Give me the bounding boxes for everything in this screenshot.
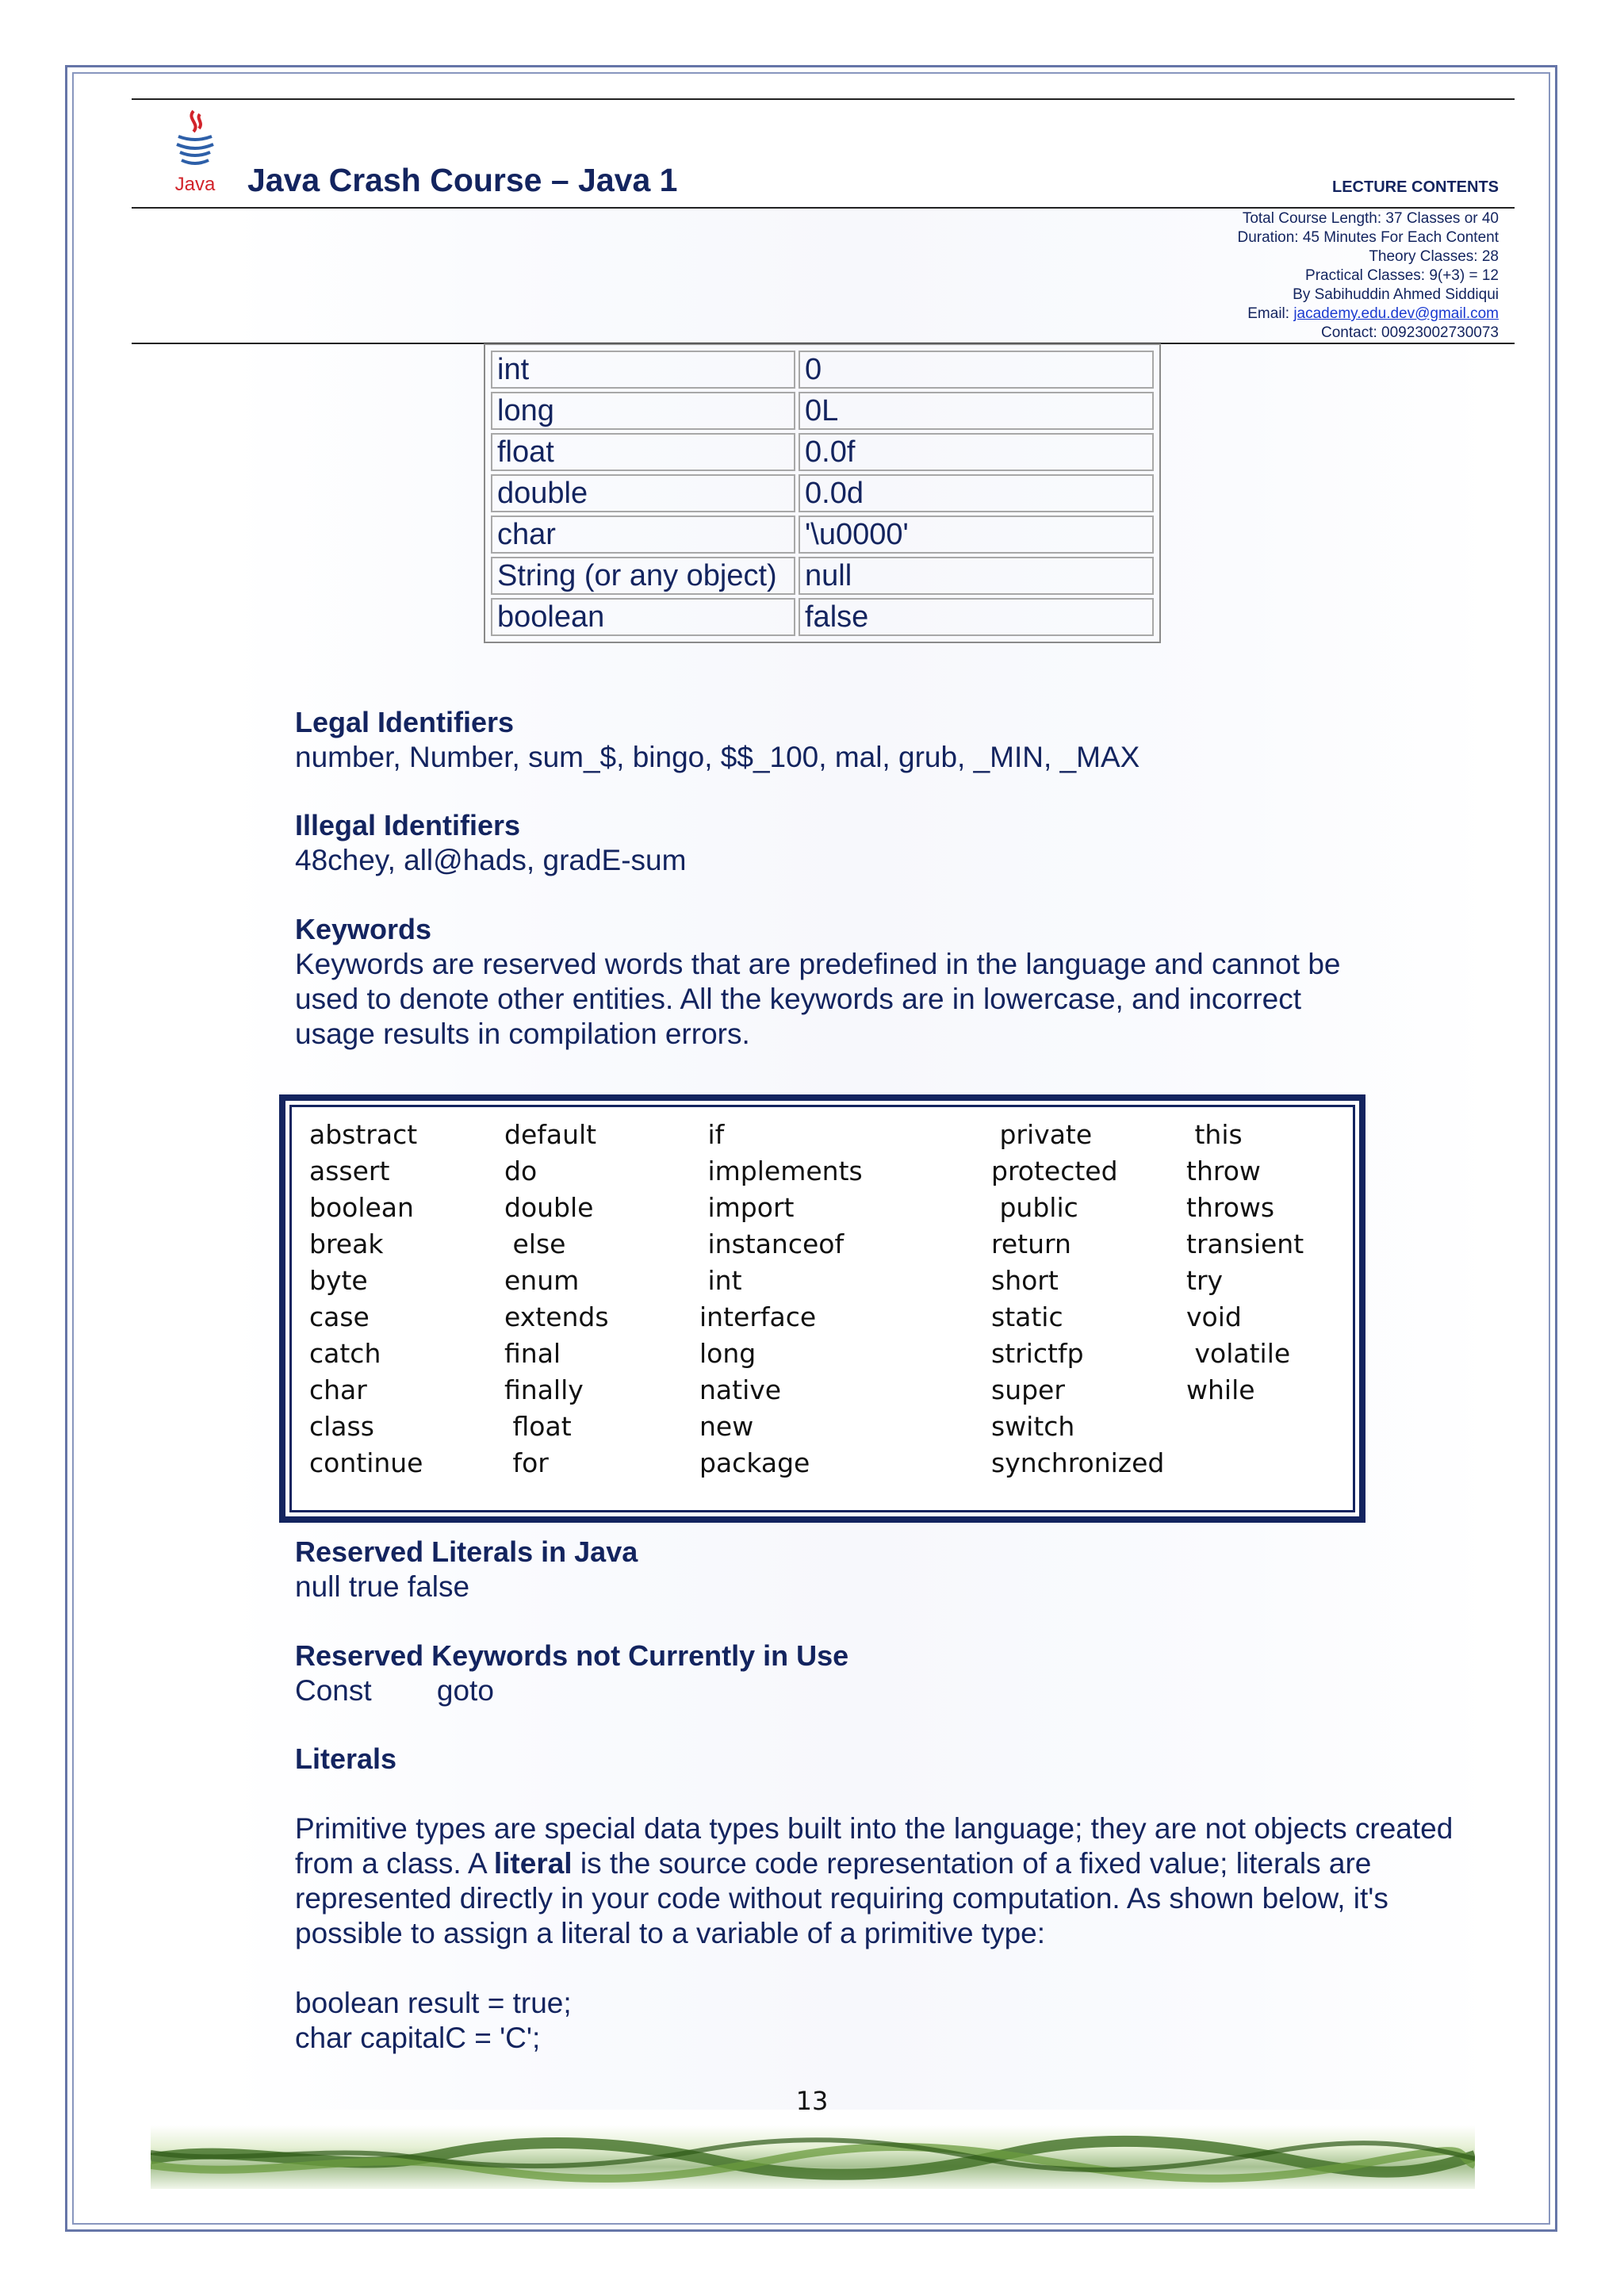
keyword: implements bbox=[699, 1156, 863, 1186]
keyword: do bbox=[504, 1156, 538, 1186]
keyword: int bbox=[699, 1265, 742, 1296]
lecture-contents-label: LECTURE CONTENTS bbox=[1332, 178, 1499, 196]
info-email-line bbox=[1237, 305, 1499, 324]
default-values-table bbox=[484, 343, 1161, 643]
keyword: super bbox=[991, 1374, 1065, 1405]
code-line: char capitalC = 'C'; bbox=[295, 2022, 541, 2054]
keyword: private bbox=[991, 1119, 1093, 1150]
keyword: while bbox=[1186, 1374, 1255, 1405]
keywords-section bbox=[295, 912, 1340, 1052]
type-cell: long bbox=[491, 392, 795, 430]
keyword: final bbox=[504, 1338, 561, 1369]
type-cell: float bbox=[491, 433, 795, 471]
text-run: is the source code representation of a fixed value; literals are bbox=[572, 1847, 1372, 1880]
keyword: else bbox=[504, 1228, 566, 1259]
keyword: enum bbox=[504, 1265, 580, 1296]
logo-text: Java bbox=[174, 174, 216, 195]
keyword-column bbox=[1186, 1117, 1304, 1409]
email-link[interactable]: jacademy.edu.dev@gmail.com bbox=[1293, 305, 1499, 322]
keyword: boolean bbox=[309, 1192, 414, 1223]
literals-paragraph-line bbox=[295, 1846, 1453, 1881]
garland-footer-decoration bbox=[151, 2110, 1475, 2197]
keyword: this bbox=[1186, 1119, 1243, 1150]
type-cell: boolean bbox=[491, 598, 795, 636]
type-cell: char bbox=[491, 516, 795, 554]
info-course-length: Total Course Length: 37 Classes or 40 bbox=[1242, 210, 1499, 227]
header-divider bbox=[132, 207, 1515, 209]
keyword: char bbox=[309, 1374, 367, 1405]
literals-paragraph-line: represented directly in your code without requiring computation. As shown below, it's bbox=[295, 1882, 1388, 1915]
page-header bbox=[132, 98, 1515, 344]
keywords-grid bbox=[289, 1105, 1355, 1512]
info-duration: Duration: 45 Minutes For Each Content bbox=[1237, 229, 1499, 246]
keyword: switch bbox=[991, 1411, 1075, 1442]
keyword: strictfp bbox=[991, 1338, 1084, 1369]
java-logo bbox=[167, 108, 223, 195]
table-row bbox=[491, 557, 1154, 595]
info-contact: Contact: 00923002730073 bbox=[1321, 324, 1499, 341]
literals-paragraph-line: possible to assign a literal to a variable of a primitive type: bbox=[295, 1917, 1046, 1949]
keyword: default bbox=[504, 1119, 597, 1150]
keyword: assert bbox=[309, 1156, 390, 1186]
table-row bbox=[491, 351, 1154, 389]
value-cell: 0.0f bbox=[799, 433, 1154, 471]
keyword: import bbox=[699, 1192, 795, 1223]
keyword: interface bbox=[699, 1301, 817, 1332]
keyword: synchronized bbox=[991, 1447, 1165, 1478]
keyword: for bbox=[504, 1447, 549, 1478]
value-cell: 0 bbox=[799, 351, 1154, 389]
keyword: if bbox=[699, 1119, 725, 1150]
email-label: Email: bbox=[1247, 305, 1294, 322]
info-practical: Practical Classes: 9(+3) = 12 bbox=[1305, 267, 1499, 284]
keyword: long bbox=[699, 1338, 756, 1369]
literals-section bbox=[295, 1742, 1453, 2056]
text-run: from a class. A bbox=[295, 1847, 494, 1880]
keyword: continue bbox=[309, 1447, 423, 1478]
keyword: void bbox=[1186, 1301, 1242, 1332]
keywords-desc-line: used to denote other entities. All the keywords are in lowercase, and incorrect bbox=[295, 983, 1301, 1015]
illegal-identifiers-text: 48chey, all@hads, gradE-sum bbox=[295, 844, 687, 876]
page-number: 13 bbox=[795, 2086, 829, 2116]
literals-heading: Literals bbox=[295, 1742, 397, 1775]
keyword-column bbox=[991, 1117, 1164, 1481]
value-cell: false bbox=[799, 598, 1154, 636]
keyword: volatile bbox=[1186, 1338, 1291, 1369]
keyword: class bbox=[309, 1411, 374, 1442]
keyword: double bbox=[504, 1192, 594, 1223]
reserved-unused-heading: Reserved Keywords not Currently in Use bbox=[295, 1639, 849, 1672]
keyword: extends bbox=[504, 1301, 609, 1332]
keyword: instanceof bbox=[699, 1228, 845, 1259]
keyword: float bbox=[504, 1411, 572, 1442]
illegal-identifiers-section bbox=[295, 808, 686, 878]
keyword: transient bbox=[1186, 1228, 1304, 1259]
type-cell: double bbox=[491, 474, 795, 512]
keywords-box bbox=[279, 1094, 1365, 1523]
keyword: native bbox=[699, 1374, 782, 1405]
info-theory: Theory Classes: 28 bbox=[1369, 248, 1499, 265]
keyword: break bbox=[309, 1228, 384, 1259]
legal-identifiers-text: number, Number, sum_$, bingo, $$_100, mal, grub, _MIN, _MAX bbox=[295, 741, 1140, 773]
table-row bbox=[491, 433, 1154, 471]
table-row bbox=[491, 474, 1154, 512]
keyword: throw bbox=[1186, 1156, 1261, 1186]
keyword: protected bbox=[991, 1156, 1118, 1186]
literal-term: literal bbox=[493, 1847, 573, 1880]
keyword: static bbox=[991, 1301, 1063, 1332]
info-author: By Sabihuddin Ahmed Siddiqui bbox=[1293, 286, 1499, 303]
keyword: public bbox=[991, 1192, 1078, 1223]
keyword: abstract bbox=[309, 1119, 418, 1150]
type-cell: String (or any object) bbox=[491, 557, 795, 595]
value-cell: 0.0d bbox=[799, 474, 1154, 512]
keyword: short bbox=[991, 1265, 1059, 1296]
course-info bbox=[1237, 209, 1499, 343]
table-row bbox=[491, 516, 1154, 554]
reserved-literals-heading: Reserved Literals in Java bbox=[295, 1535, 638, 1568]
keyword: byte bbox=[309, 1265, 368, 1296]
code-line: boolean result = true; bbox=[295, 1987, 572, 2019]
reserved-literals-text: null true false bbox=[295, 1570, 470, 1603]
value-cell: null bbox=[799, 557, 1154, 595]
keyword: package bbox=[699, 1447, 810, 1478]
value-cell: 0L bbox=[799, 392, 1154, 430]
keyword-column bbox=[309, 1117, 423, 1481]
course-title: Java Crash Course – Java 1 bbox=[247, 162, 678, 198]
legal-identifiers-heading: Legal Identifiers bbox=[295, 706, 515, 738]
keyword: finally bbox=[504, 1374, 584, 1405]
keyword: throws bbox=[1186, 1192, 1275, 1223]
reserved-unused-section bbox=[295, 1639, 848, 1708]
keywords-desc-line: usage results in compilation errors. bbox=[295, 1018, 750, 1050]
reserved-literals-section bbox=[295, 1535, 638, 1604]
keywords-heading: Keywords bbox=[295, 913, 432, 945]
keywords-desc-line: Keywords are reserved words that are predefined in the language and cannot be bbox=[295, 948, 1341, 980]
keyword: case bbox=[309, 1301, 370, 1332]
keyword: try bbox=[1186, 1265, 1224, 1296]
keyword: catch bbox=[309, 1338, 381, 1369]
table-row bbox=[491, 392, 1154, 430]
table-row bbox=[491, 598, 1154, 636]
keyword: return bbox=[991, 1228, 1071, 1259]
keyword-column bbox=[504, 1117, 609, 1481]
legal-identifiers-section bbox=[295, 705, 1139, 775]
keyword-column bbox=[699, 1117, 863, 1481]
keyword: new bbox=[699, 1411, 754, 1442]
illegal-identifiers-heading: Illegal Identifiers bbox=[295, 809, 521, 841]
reserved-unused-text: Const goto bbox=[295, 1674, 494, 1707]
type-cell: int bbox=[491, 351, 795, 389]
value-cell: '\u0000' bbox=[799, 516, 1154, 554]
literals-paragraph-line: Primitive types are special data types built into the language; they are not objects created bbox=[295, 1812, 1454, 1845]
